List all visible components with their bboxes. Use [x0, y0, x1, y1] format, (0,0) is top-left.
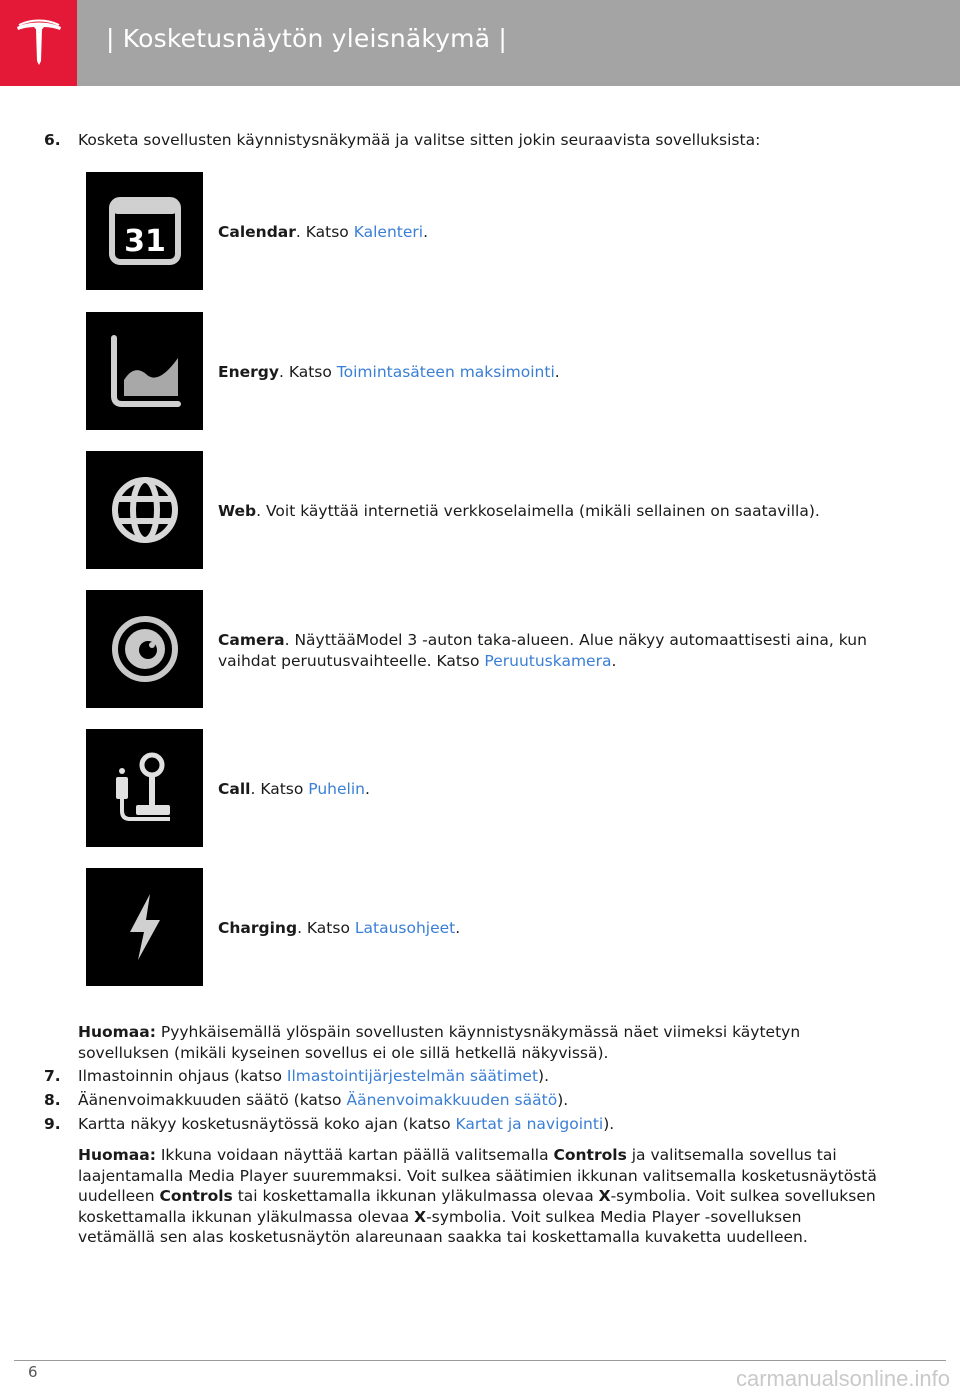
app-name: Charging — [218, 919, 298, 937]
tesla-logo — [0, 0, 77, 86]
app-name: Calendar — [218, 223, 296, 241]
app-description: Call. Katso Puhelin. — [218, 780, 370, 798]
link-latausohjeet[interactable]: Latausohjeet — [354, 919, 456, 937]
calendar-icon-date: 31 — [123, 224, 166, 259]
link-kartat[interactable]: Kartat ja navigointi — [455, 1115, 604, 1133]
link-kalenteri[interactable]: Kalenteri — [353, 223, 424, 241]
calendar-icon — [86, 172, 203, 290]
app-row-calendar — [86, 172, 886, 290]
app-name: Energy — [218, 363, 279, 381]
globe-icon — [86, 451, 203, 569]
step-number: 8. — [44, 1091, 61, 1109]
app-description: Charging. Katso Latausohjeet. — [218, 919, 461, 937]
page-header — [0, 0, 960, 86]
app-description: Camera. NäyttääModel 3 -auton taka-alueen. Alue näkyy automaattisesti aina, kun vaihdat peruutusvaihteelle. Katso Peruutuskamera. — [218, 631, 867, 670]
tesla-logo-icon — [11, 15, 67, 71]
page-title: | Kosketusnäytön yleisnäkymä | — [106, 24, 508, 53]
link-toimintasade[interactable]: Toimintasäteen maksimointi — [336, 363, 555, 381]
camera-icon — [86, 590, 203, 708]
app-row-camera — [86, 590, 886, 708]
app-name: Call — [218, 780, 251, 798]
app-description: Web. Voit käyttää internetiä verkkoselaimella (mikäli sellainen on saatavilla). — [218, 502, 820, 520]
note-label: Huomaa: — [78, 1146, 156, 1164]
note-controls-window: Huomaa: Ikkuna voidaan näyttää kartan päällä valitsemalla Controls ja valitsemalla sovellus tai laajentamalla Media Player suuremmaksi. Voit sulkea säätimien ikkunan valitsemalla kosketusnäytöstä uudelleen Controls tai koskettamalla ikkunan yläkulmassa olevaa X-symbolia. Voit sulkea sovelluksen koskettamalla ikkunan yläkulmassa olevaa X-symbolia. Voit sulkea Media Player -sovelluksen vetämällä sen alas kosketusnäytön alareunaan saakka tai koskettamalla kuvaketta uudelleen. — [78, 1146, 877, 1246]
link-puhelin[interactable]: Puhelin — [308, 780, 365, 798]
lightning-icon — [86, 868, 203, 986]
page-number: 6 — [28, 1363, 38, 1381]
app-row-energy — [86, 312, 886, 430]
app-name: Web — [218, 502, 257, 520]
app-name: Camera — [218, 631, 285, 649]
step-text: Kartta näkyy kosketusnäytössä koko ajan (katso Kartat ja navigointi). — [78, 1115, 615, 1133]
link-ilmastointi[interactable]: Ilmastointijärjestelmän säätimet — [286, 1067, 539, 1085]
step-text: Äänenvoimakkuuden säätö (katso Äänenvoimakkuuden säätö). — [78, 1091, 569, 1109]
app-description: Energy. Katso Toimintasäteen maksimointi. — [218, 363, 560, 381]
app-row-charging — [86, 868, 886, 986]
step-number: 7. — [44, 1067, 61, 1085]
note-recent-app: Huomaa: Pyyhkäisemällä ylöspäin sovellusten käynnistysnäkymässä näet viimeksi käytetyn sovelluksen (mikäli kyseinen sovellus ei ole sillä hetkellä näkyvissä). — [78, 1023, 801, 1062]
link-aanenvoimakkuus[interactable]: Äänenvoimakkuuden säätö — [346, 1091, 558, 1109]
energy-icon — [86, 312, 203, 430]
phone-icon — [86, 729, 203, 847]
step-text: Ilmastoinnin ohjaus (katso Ilmastointijärjestelmän säätimet). — [78, 1067, 550, 1085]
app-row-call — [86, 729, 886, 847]
step-text: Kosketa sovellusten käynnistysnäkymää ja valitse sitten jokin seuraavista sovelluksista: — [78, 131, 761, 149]
step-number: 9. — [44, 1115, 61, 1133]
watermark: carmanualsonline.info — [735, 1366, 950, 1391]
note-label: Huomaa: — [78, 1023, 156, 1041]
link-peruutuskamera[interactable]: Peruutuskamera — [484, 652, 612, 670]
step-number: 6. — [44, 131, 61, 149]
app-row-web — [86, 451, 886, 569]
app-description: Calendar. Katso Kalenteri. — [218, 223, 429, 241]
footer-divider — [14, 1360, 946, 1361]
